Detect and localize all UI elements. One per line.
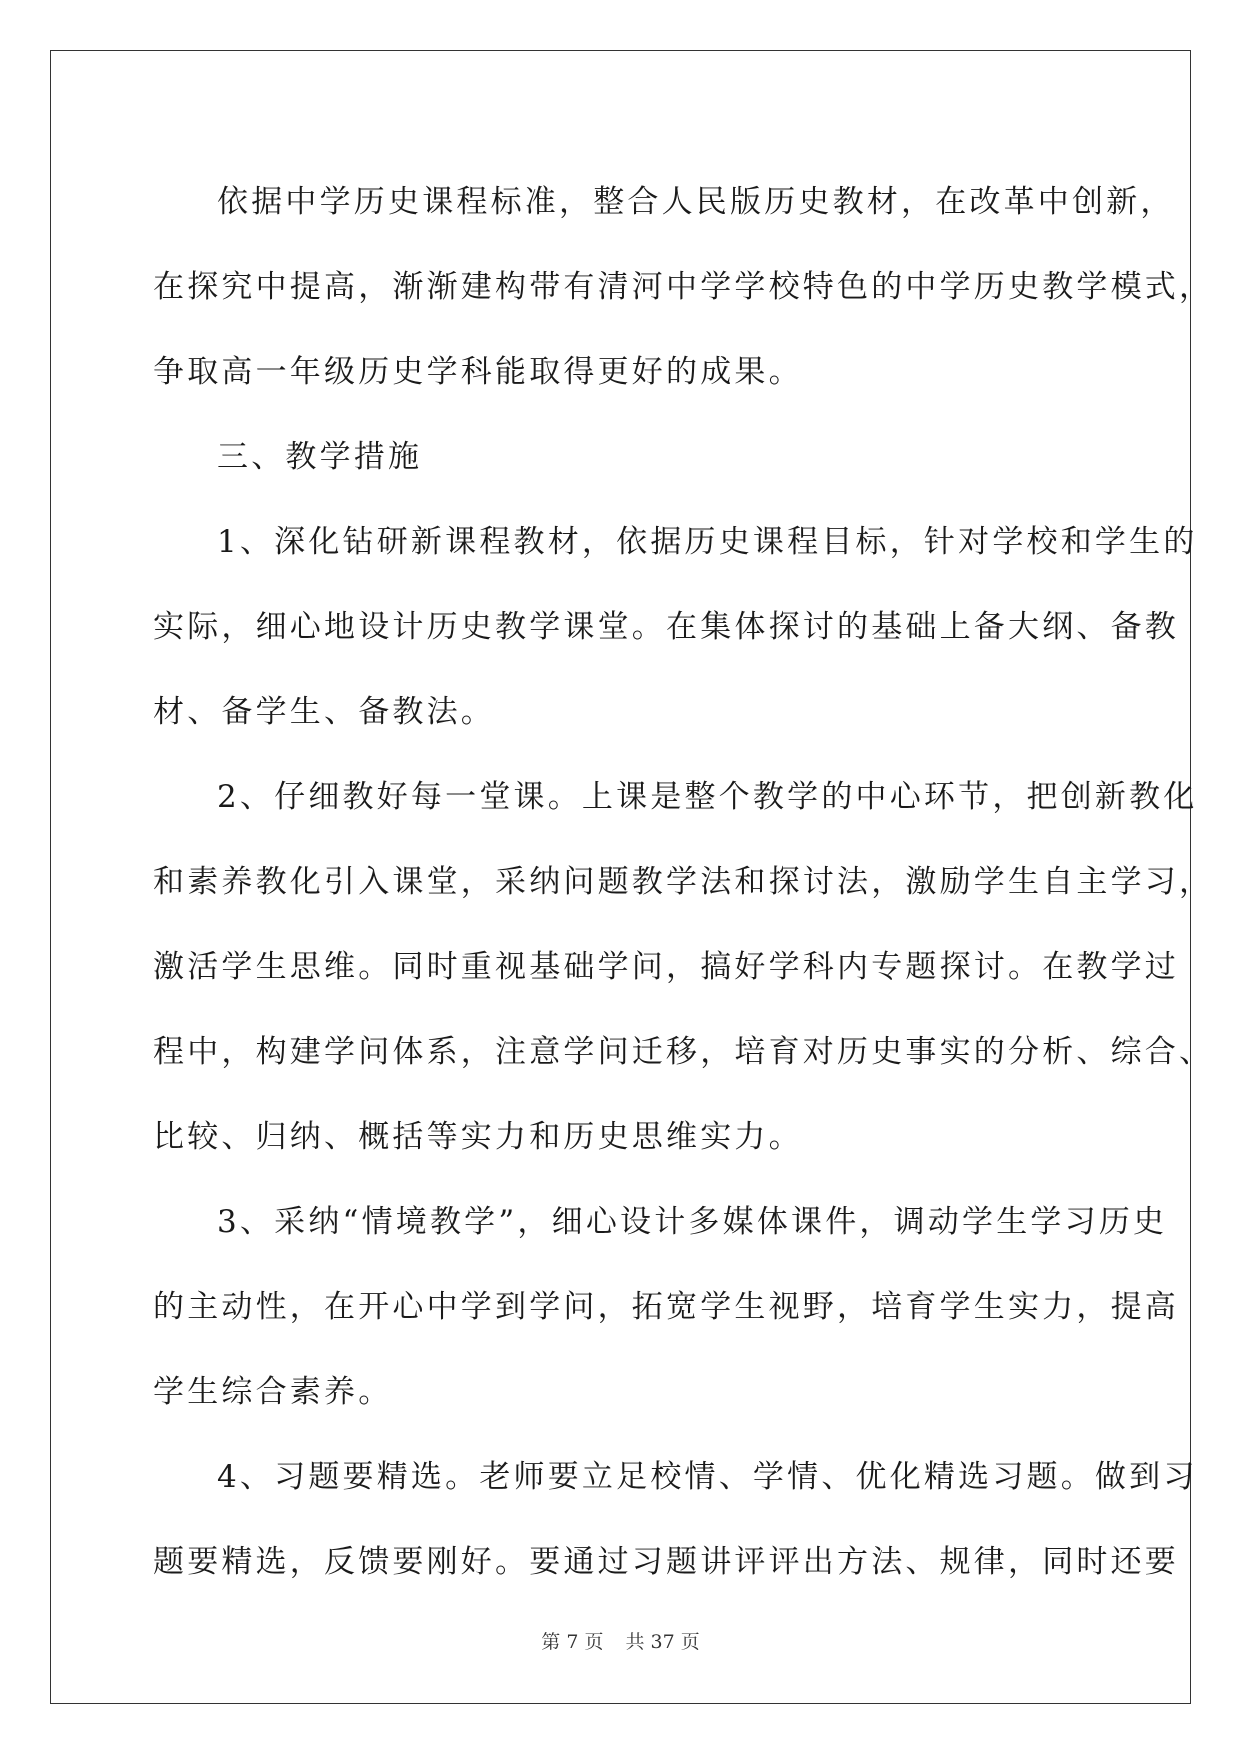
text-line: 三、教学措施 [217, 439, 423, 475]
text-line: 激活学生思维。同时重视基础学问，搞好学科内专题探讨。在教学过 [153, 949, 1179, 985]
text-line: 在探究中提高，渐渐建构带有清河中学学校特色的中学历史教学模式， [153, 269, 1214, 305]
text-line: 材、备学生、备教法。 [153, 694, 495, 730]
text-line: 2、仔细教好每一堂课。上课是整个教学的中心环节，把创新教化 [217, 779, 1198, 815]
text-line: 依据中学历史课程标准，整合人民版历史教材，在改革中创新， [217, 184, 1175, 220]
page-total: 共 37 页 [625, 1631, 700, 1653]
text-line: 实际，细心地设计历史教学课堂。在集体探讨的基础上备大纲、备教 [153, 609, 1179, 645]
document-body [153, 160, 1214, 1605]
text-line: 和素养教化引入课堂，采纳问题教学法和探讨法，激励学生自主学习， [153, 864, 1214, 900]
text-line: 争取高一年级历史学科能取得更好的成果。 [153, 354, 803, 390]
text-line: 的主动性，在开心中学到学问，拓宽学生视野，培育学生实力，提高 [153, 1289, 1179, 1325]
text-line: 学生综合素养。 [153, 1374, 393, 1410]
text-line: 3、采纳“情境教学”，细心设计多媒体课件，调动学生学习历史 [217, 1204, 1168, 1240]
text-line: 程中，构建学问体系，注意学问迁移，培育对历史事实的分析、综合、 [153, 1034, 1214, 1070]
page-footer [0, 1627, 1241, 1654]
text-line: 题要精选，反馈要刚好。要通过习题讲评评出方法、规律，同时还要 [153, 1544, 1179, 1580]
text-line: 4、习题要精选。老师要立足校情、学情、优化精选习题。做到习 [217, 1459, 1198, 1495]
page-number: 第 7 页 [541, 1631, 604, 1653]
text-line: 1、深化钻研新课程教材，依据历史课程目标，针对学校和学生的 [217, 524, 1198, 560]
text-line: 比较、归纳、概括等实力和历史思维实力。 [153, 1119, 803, 1155]
